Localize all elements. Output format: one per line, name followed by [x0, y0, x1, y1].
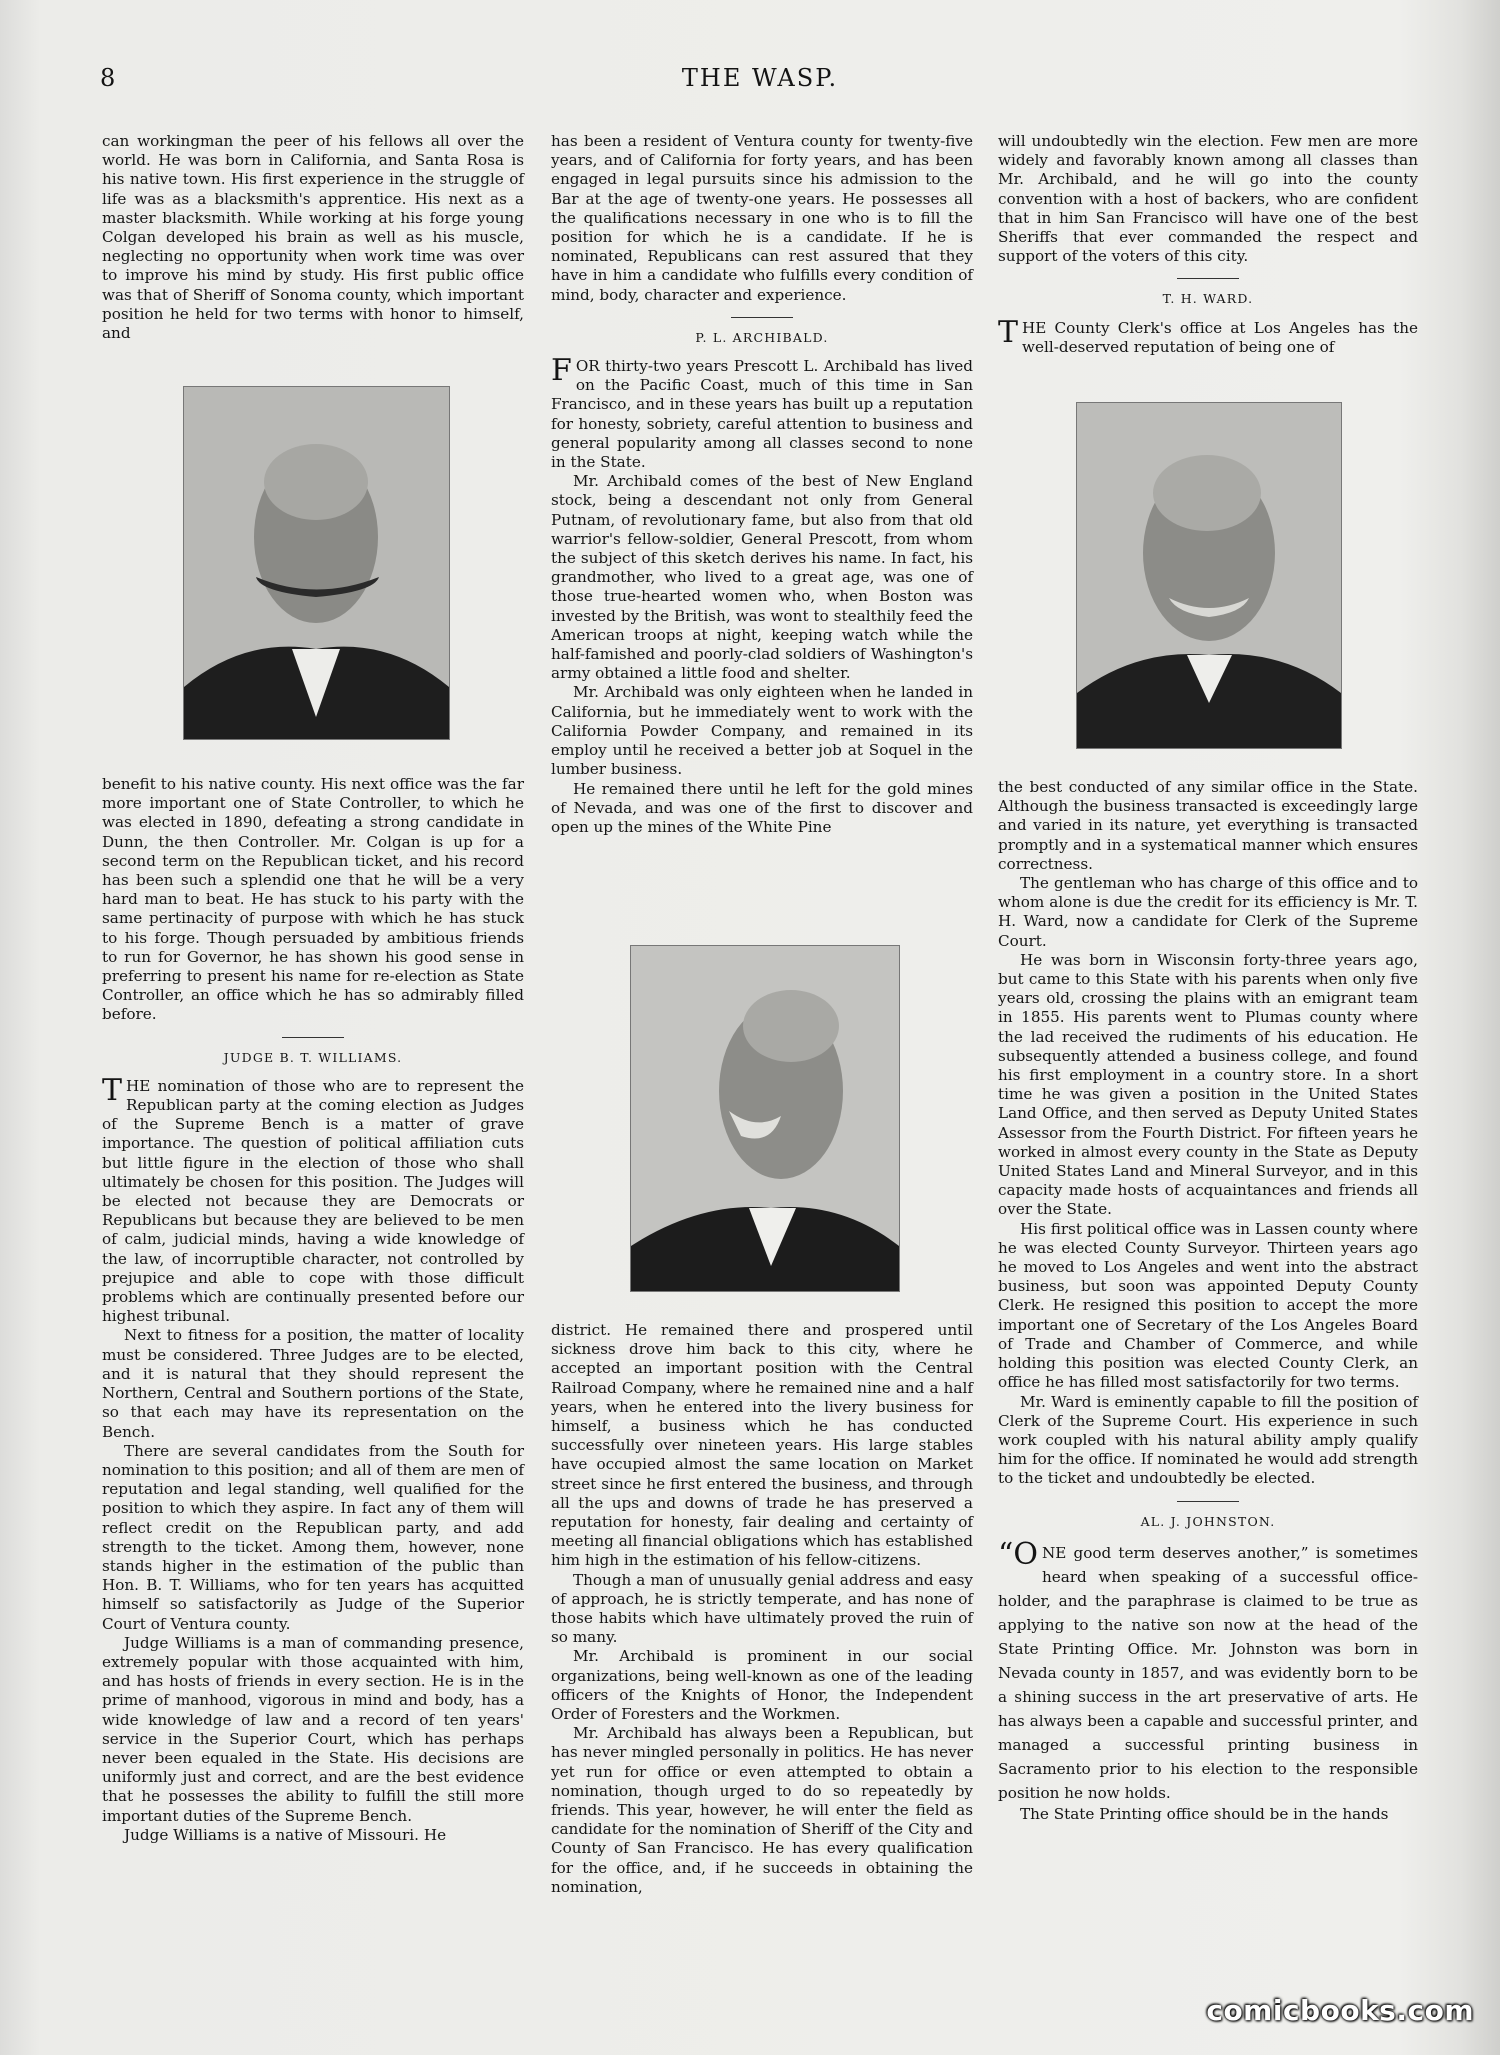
column-3-body — [998, 778, 1418, 1824]
article-paragraph: has been a resident of Ventura county for twenty-five years, and of California for forty years, and has been engaged in legal pursuits since his admission to the Bar at the age of twenty-one years. He possesses all the qualifications necessary in one who is to fill the position for which he is a candidate. If he is nominated, Republicans can rest assured that they have in him a candidate who fulfills every condition of mind, body, character and experience. — [551, 132, 973, 304]
portrait-archibald — [630, 945, 900, 1292]
drop-cap: F — [551, 353, 572, 389]
drop-cap: T — [102, 1072, 123, 1108]
section-heading: T. H. WARD. — [1162, 291, 1254, 307]
article-paragraph: Mr. Archibald is prominent in our social organizations, being well-known as one of the leading officers of the Knights of Honor, the Independent Order of Foresters and the Workmen. — [551, 1647, 973, 1724]
article-paragraph: Judge Williams is a man of commanding presence, extremely popular with those acquainted with him, and has hosts of friends in every section. He is in the prime of manhood, vigorous in mind and body, has a wide knowledge of law and a record of ten years' service in the Superior Court, which has perhaps never been equaled in the State. His decisions are uniformly just and correct, and are the best evidence that he possesses the ability to fulfill the still more important duties of the Supreme Bench. — [102, 1633, 524, 1825]
article-paragraph: Though a man of unusually genial address and easy of approach, he is strictly temperate, and has none of those habits which have ultimately proved the ruin of so many. — [551, 1570, 973, 1647]
article-paragraph: Mr. Archibald was only eighteen when he landed in California, but he immediately went to work with the California Powder Company, and remained in its employ until he received a better job at Soquel in the lumber business. — [551, 683, 973, 779]
article-paragraph: Next to fitness for a position, the matter of locality must be considered. Three Judges are to be elected, and it is natural that they should represent the Northern, Central and Southern portions of the State, so that each may have its representation on the Bench. — [102, 1326, 524, 1441]
article-paragraph: district. He remained there and prospered until sickness drove him back to this city, where he accepted an important position with the Central Railroad Company, where he remained nine and a half years, when he entered into the livery business for himself, a business which he has conducted successfully over nineteen years. His large stables have occupied almost the same location on Market street since he first entered the business, and through all the ups and downs of trade he has preserved a reputation for honesty, fair dealing and certainty of meeting all financial obligations which has established him high in the estimation of his fellow-citizens. — [551, 1321, 973, 1570]
portrait-colgan — [183, 386, 450, 740]
article-paragraph: can workingman the peer of his fellows all over the world. He was born in California, and Santa Rosa is his native town. His first experience in the struggle of life was as a blacksmith's apprentice. His next as a master blacksmith. While working at his forge young Colgan developed his brain as well as his muscle, neglecting no opportunity when work time was over to improve his mind by study. His first public office was that of Sheriff of Sonoma county, which important position he held for two terms with honor to himself, and — [102, 132, 524, 343]
masthead-title: THE WASP. — [681, 64, 839, 92]
drop-cap: “O — [998, 1536, 1038, 1572]
section-heading: JUDGE B. T. WILLIAMS. — [223, 1049, 403, 1065]
section-divider — [282, 1037, 344, 1038]
article-paragraph: Judge Williams is a native of Missouri. He — [124, 1825, 447, 1844]
article-paragraph: will undoubtedly win the election. Few men are more widely and favorably known among all classes than Mr. Archibald, and he will go into the county convention with a host of backers, who are confident that in him San Francisco will have one of the best Sheriffs that ever commanded the respect and support of the voters of this city. — [998, 132, 1418, 266]
column-1-body — [102, 775, 524, 1845]
article-paragraph: Mr. Ward is eminently capable to fill the position of Clerk of the Supreme Court. His experience in such work coupled with his natural ability amply qualify him for the office. If nominated he would add strength to the ticket and undoubtedly be elected. — [998, 1392, 1418, 1488]
lead-paragraph: THE County Clerk's office at Los Angeles has the well-deserved reputation of being one of — [998, 314, 1418, 356]
page-number: 8 — [100, 64, 116, 92]
lead-paragraph: FOR thirty-two years Prescott L. Archibald has lived on the Pacific Coast, much of this time in San Francisco, and in these years has built up a reputation for honesty, sobriety, careful attention to business and general popularity among all classes second to none in the State. — [551, 353, 973, 472]
article-paragraph: the best conducted of any similar office in the State. Although the business transacted is exceedingly large and varied in its nature, yet everything is transacted promptly and in a systematical manner which ensures correctness. — [998, 778, 1418, 873]
column-3-top — [998, 132, 1418, 357]
section-divider — [1177, 278, 1239, 279]
article-paragraph: The gentleman who has charge of this office and to whom alone is due the credit for its efficiency is Mr. T. H. Ward, now a candidate for Clerk of the Supreme Court. — [998, 874, 1418, 950]
lead-paragraph: THE nomination of those who are to represent the Republican party at the coming election as Judges of the Supreme Bench is a matter of grave importance. The question of political affiliation cuts but little figure in the election of those who shall ultimately be chosen for this position. The Judges will be elected not because they are Democrats or Republicans but because they are believed to be men of calm, judicial minds, having a wide knowledge of the law, of incorruptible character, not controlled by prejupice and able to cope with those difficult problems which are continually presented before our highest tribunal. — [102, 1072, 524, 1326]
column-2-body — [551, 1321, 973, 1897]
section-divider — [731, 317, 793, 318]
article-paragraph: Mr. Archibald comes of the best of New England stock, being a descendant not only from General Putnam, of revolutionary fame, but also from that old warrior's fellow-soldier, General Prescott, from whom the subject of this sketch derives his name. In fact, his grandmother, who lived to a great age, was one of those true-hearted women who, when Boston was invested by the British, was wont to stealthily feed the American troops at night, keeping watch while the half-famished and poorly-clad soldiers of Washington's army obtained a little food and shelter. — [551, 472, 973, 683]
section-heading: AL. J. JOHNSTON. — [1140, 1513, 1276, 1529]
article-paragraph: There are several candidates from the South for nomination to this position; and all of them are men of reputation and legal standing, well qualified for the position to which they aspire. In fact any of them will reflect credit on the Republican party, and add strength to the ticket. Among them, however, none stands higher in the estimation of the public than Hon. B. T. Williams, who for ten years has acquitted himself so satisfactorily as Judge of the Superior Court of Ventura county. — [102, 1441, 524, 1633]
section-divider — [1177, 1501, 1239, 1502]
portrait-ward — [1076, 402, 1342, 749]
watermark: comicbooks.com — [1206, 1994, 1474, 2027]
article-paragraph: benefit to his native county. His next office was the far more important one of State Controller, to which he was elected in 1890, defeating a strong candidate in Dunn, the then Controller. Mr. Colgan is up for a second term on the Republican ticket, and his record has been such a splendid one that he will be a very hard man to beat. He has stuck to his party with the same pertinacity of purpose with which he has stuck to his forge. Though persuaded by ambitious friends to run for Governor, he has shown his good sense in preferring to present his name for re-election as State Controller, an office which he has so admirably filled before. — [102, 775, 524, 1024]
section-heading: P. L. ARCHIBALD. — [695, 329, 829, 345]
article-paragraph: He was born in Wisconsin forty-three years ago, but came to this State with his parents when only five years old, crossing the plains with an emigrant team in 1855. His parents went to Plumas county where the lad received the rudiments of his education. He subsequently attended a business college, and found his first employment in a country store. In a short time he was given a position in the United States Land Office, and then served as Deputy United States Assessor from the Fourth District. For fifteen years he worked in almost every county in the State as Deputy United States Land and Mineral Surveyor, and in this capacity made hosts of acquaintances and friends all over the State. — [998, 950, 1418, 1219]
column-2-top — [551, 132, 973, 837]
article-paragraph: Mr. Archibald has always been a Republican, but has never mingled personally in politics. He has never yet run for office or even attempted to obtain a nomination, though urged to do so repeatedly by friends. This year, however, he will enter the field as candidate for the nomination of Sheriff of the City and County of San Francisco. He has every qualification for the office, and, if he succeeds in obtaining the nomination, — [551, 1724, 973, 1896]
lead-paragraph: “ONE good term deserves another,” is sometimes heard when speaking of a successful office-holder, and the paraphrase is claimed to be true as applying to the native son now at the head of the State Printing Office. Mr. Johnston was born in Nevada county in 1857, and was evidently born to be a shining success in the art preservative of arts. He has always been a capable and successful printer, and managed a successful printing business in Sacramento prior to his election to the responsible position he now holds. — [998, 1536, 1418, 1802]
article-paragraph: He remained there until he left for the gold mines of Nevada, and was one of the first to discover and open up the mines of the White Pine — [551, 779, 973, 836]
article-paragraph: The State Printing office should be in the hands — [1020, 1804, 1389, 1823]
drop-cap: T — [998, 314, 1019, 350]
article-paragraph: His first political office was in Lassen county where he was elected County Surveyor. Thirteen years ago he moved to Los Angeles and went into the abstract business, but soon was appointed Deputy County Clerk. He resigned this position to accept the more important one of Secretary of the Los Angeles Board of Trade and Chamber of Commerce, and while holding this position was elected County Clerk, an office he has filled most satisfactorily for two terms. — [998, 1219, 1418, 1392]
column-1-top — [102, 132, 524, 343]
